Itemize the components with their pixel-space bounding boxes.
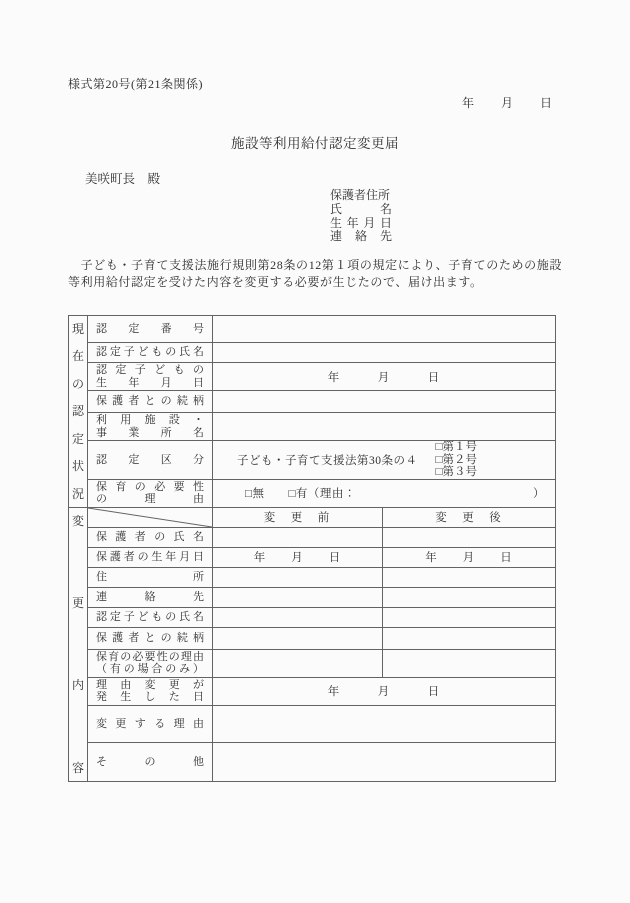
necessity-checkboxes: □無 □有（理由： bbox=[245, 488, 356, 501]
label-contact: 連絡先 bbox=[96, 591, 204, 604]
guardian-info-block bbox=[330, 189, 392, 244]
table-row bbox=[69, 391, 556, 413]
table-row bbox=[69, 627, 556, 649]
necessity-close-paren: ） bbox=[533, 488, 545, 501]
value-necessity-2-before bbox=[213, 649, 383, 677]
label-address: 住所 bbox=[96, 571, 204, 584]
label-child-name-2: 認定子どもの氏名 bbox=[96, 611, 204, 624]
value-guardian-dob-before: 年 月 日 bbox=[213, 547, 383, 567]
table-row bbox=[69, 705, 556, 742]
value-guardian-name-before bbox=[213, 527, 383, 547]
value-child-name-2-before bbox=[213, 607, 383, 627]
value-address-after bbox=[383, 567, 556, 587]
table-row bbox=[69, 547, 556, 567]
form-number: 様式第20号(第21条関係) bbox=[68, 77, 203, 91]
section-label-current-status: 現 在 の 認 定 状 況 bbox=[69, 316, 88, 508]
value-contact-before bbox=[213, 587, 383, 607]
label-guardian-name: 保護者の氏名 bbox=[96, 531, 204, 544]
label-guardian-dob: 保護者の生年月日 bbox=[96, 551, 204, 564]
table-row bbox=[69, 479, 556, 507]
value-change-reason bbox=[213, 705, 556, 742]
table-row bbox=[69, 441, 556, 480]
label-child-name: 認定子どもの氏名 bbox=[96, 346, 204, 359]
table-row bbox=[69, 607, 556, 627]
checkbox-option-2: □第２号 bbox=[435, 453, 477, 466]
value-address-before bbox=[213, 567, 383, 587]
value-necessity bbox=[213, 479, 556, 507]
value-contact-after bbox=[383, 587, 556, 607]
guardian-name-label: 氏名 bbox=[330, 201, 392, 216]
addressee: 美咲町長 殿 bbox=[85, 172, 161, 186]
value-guardian-dob-after: 年 月 日 bbox=[383, 547, 556, 567]
label-cert-number: 認定番号 bbox=[96, 322, 204, 335]
checkbox-option-1: □第１号 bbox=[435, 441, 477, 453]
value-category bbox=[213, 441, 556, 480]
header-before-change: 変 更 前 bbox=[213, 507, 383, 527]
label-necessity-2-line1: 保育の必要性の理由 bbox=[96, 650, 204, 663]
value-necessity-2-after bbox=[383, 649, 556, 677]
label-facility-line2: 事業所名 bbox=[96, 426, 204, 439]
label-relationship: 保護者との続柄 bbox=[96, 395, 204, 408]
diagonal-line bbox=[88, 508, 212, 527]
table-row bbox=[69, 343, 556, 363]
table-row bbox=[69, 649, 556, 677]
table-row bbox=[69, 677, 556, 705]
value-relationship-2-before bbox=[213, 627, 383, 649]
value-reason-date: 年 月 日 bbox=[213, 677, 556, 705]
label-category: 認定区分 bbox=[96, 453, 204, 466]
main-table bbox=[68, 315, 556, 782]
checkbox-option-3: □第３号 bbox=[435, 466, 477, 479]
diagonal-header-cell bbox=[88, 507, 213, 527]
value-relationship-2-after bbox=[383, 627, 556, 649]
label-necessity-line2: の理由 bbox=[96, 493, 204, 506]
value-relationship bbox=[213, 391, 556, 413]
value-child-name-2-after bbox=[383, 607, 556, 627]
value-child-dob: 年 月 日 bbox=[213, 363, 556, 391]
category-law-text: 子ども・子育て支援法第30条の４ bbox=[237, 454, 418, 467]
section-label-change-details: 変 更 内 容 bbox=[69, 507, 88, 781]
date-line: 年 月 日 bbox=[461, 96, 553, 110]
guardian-dob-label: 生年月日 bbox=[330, 215, 392, 230]
table-row bbox=[69, 507, 556, 527]
label-reason-date-line1: 理由変更が bbox=[96, 678, 204, 691]
label-necessity-2-line2: （有の場合のみ） bbox=[96, 663, 204, 676]
value-child-name bbox=[213, 343, 556, 363]
table-row bbox=[69, 742, 556, 781]
guardian-contact-label: 連絡先 bbox=[330, 229, 392, 244]
table-row bbox=[69, 413, 556, 441]
table-row bbox=[69, 527, 556, 547]
label-child-dob-line2: 生年月日 bbox=[96, 376, 204, 389]
table-row bbox=[69, 363, 556, 391]
table-row bbox=[69, 567, 556, 587]
guardian-address-label: 保護者住所 bbox=[330, 188, 391, 202]
form-title: 施設等利用給付認定変更届 bbox=[231, 136, 399, 151]
value-facility bbox=[213, 413, 556, 441]
table-row bbox=[69, 316, 556, 343]
label-child-dob-line1: 認定子どもの bbox=[96, 364, 204, 376]
value-cert-number bbox=[213, 316, 556, 343]
category-options bbox=[436, 441, 477, 479]
body-paragraph: 子ども・子育て支援法施行規則第28条の12第１項の規定により、子育てのための施設等利用給付認定を受けた内容を変更する必要が生じたので、届け出ます。 bbox=[68, 258, 562, 289]
label-other: その他 bbox=[96, 755, 204, 768]
table-row bbox=[69, 587, 556, 607]
label-relationship-2: 保護者との続柄 bbox=[96, 632, 204, 645]
header-after-change: 変 更 後 bbox=[383, 507, 556, 527]
label-reason-date-line2: 発生した日 bbox=[96, 691, 204, 704]
value-guardian-name-after bbox=[383, 527, 556, 547]
label-facility-line1: 利用施設・ bbox=[96, 414, 204, 426]
label-change-reason: 変更する理由 bbox=[96, 717, 204, 730]
label-necessity-line1: 保育の必要性 bbox=[96, 480, 204, 493]
value-other bbox=[213, 742, 556, 781]
